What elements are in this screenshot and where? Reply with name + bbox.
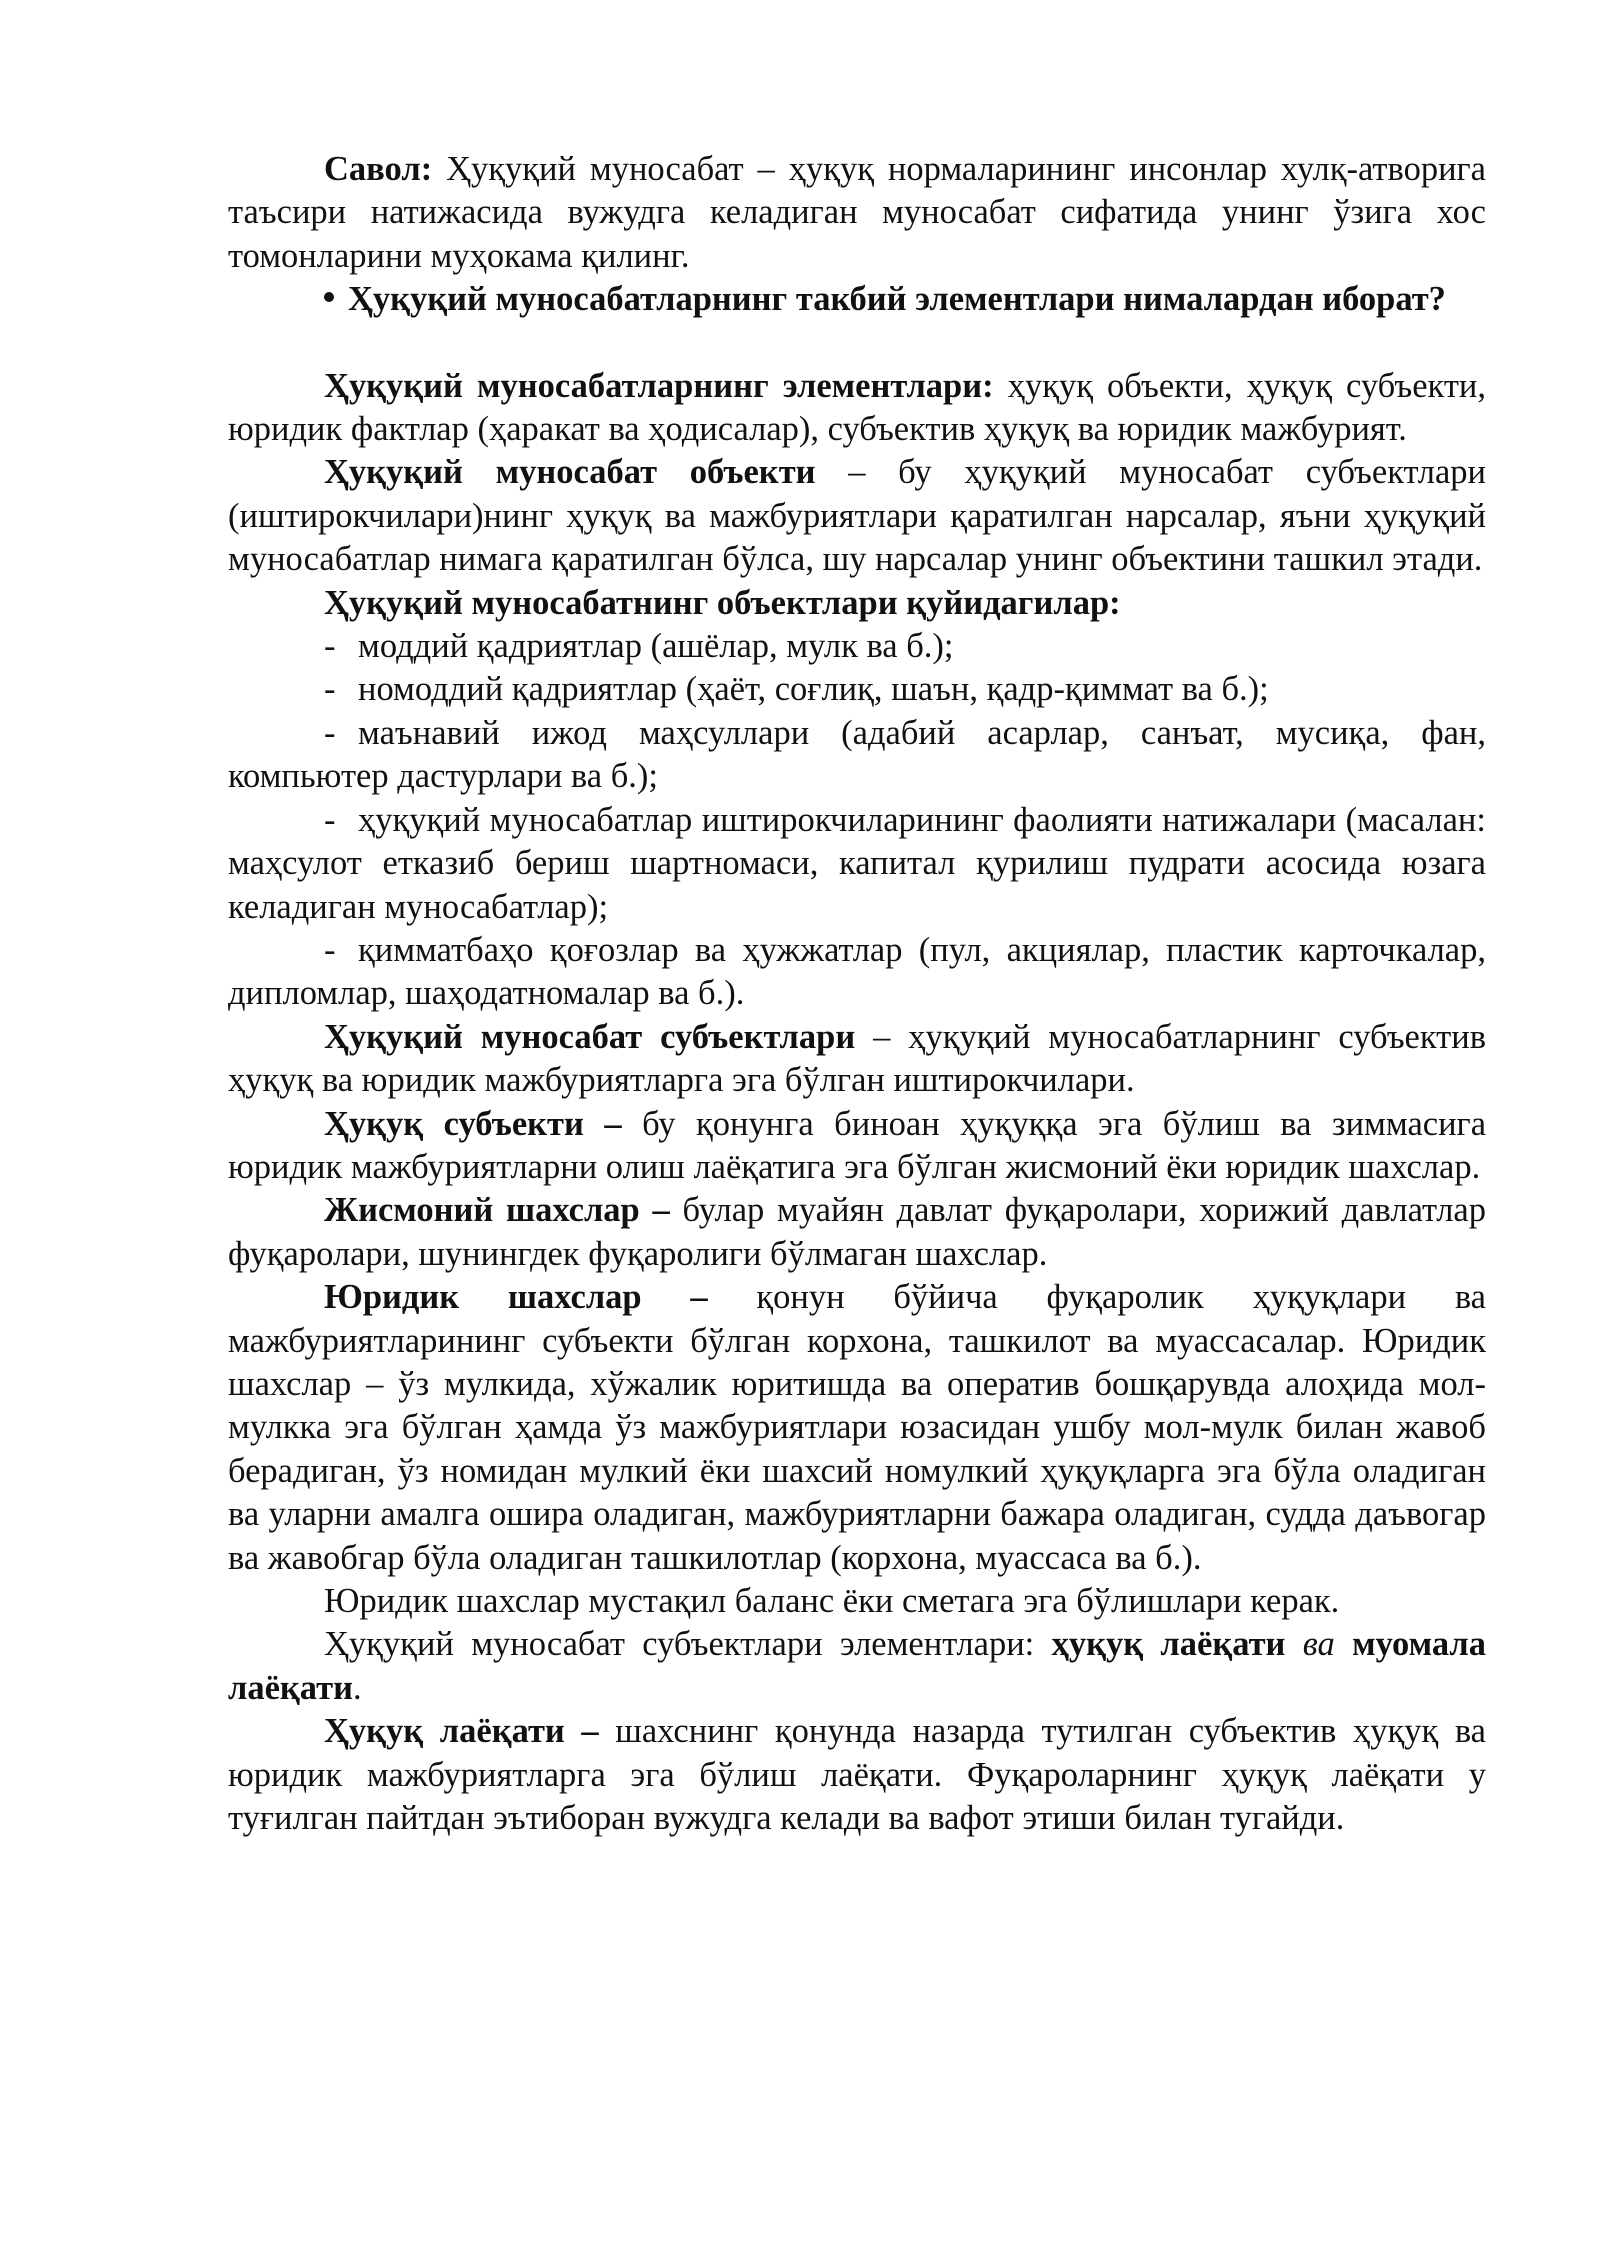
object-text: – бу ҳуқуқий муносабат субъектлари (иштирокчилари)нинг ҳуқуқ ва мажбуриятлари қаратилган нарсалар, яъни ҳуқуқий муносабатлар нимага қаратилган бўлса, шу нарсалар унинг объектини ташкил этади. bbox=[228, 453, 1486, 579]
subject-elements-term1: ҳуқуқ лаёқати bbox=[1051, 1625, 1286, 1664]
subjects-term: Ҳуқуқий муносабат субъектлари bbox=[324, 1017, 856, 1056]
dash-marker: - bbox=[324, 670, 336, 709]
dash-marker: - bbox=[324, 627, 336, 666]
legal-capacity-text: шахснинг қонунда назарда тутилган субъектив ҳуқуқ ва юридик мажбуриятларга эга бўлиш лаёқати. Фуқароларнинг ҳуқуқ лаёқати у туғилган пайтдан эътиборан вужудга келади ва вафот этиши билан тугайди. bbox=[228, 1712, 1486, 1838]
legal-persons-paragraph bbox=[228, 1276, 1486, 1580]
bullet-question-text: Ҳуқуқий муносабатларнинг такбий элементлари нималардан иборат? bbox=[348, 280, 1446, 319]
legal-persons-term: Юридик шахслар – bbox=[324, 1278, 708, 1317]
question-paragraph bbox=[228, 148, 1486, 278]
list-item bbox=[228, 799, 1486, 929]
natural-persons-paragraph bbox=[228, 1189, 1486, 1276]
list-item bbox=[228, 668, 1486, 711]
natural-persons-term: Жисмоний шахслар – bbox=[324, 1191, 670, 1230]
list-item-text: маънавий ижод маҳсуллари (адабий асарлар, санъат, мусиқа, фан, компьютер дастурлари ва б.); bbox=[228, 713, 1486, 796]
object-definition-paragraph bbox=[228, 451, 1486, 581]
subject-definition-paragraph bbox=[228, 1103, 1486, 1190]
question-label: Савол: bbox=[324, 150, 433, 188]
legal-persons-note: Юридик шахслар мустақил баланс ёки сметага эга бўлишлари керак. bbox=[324, 1582, 1340, 1620]
list-item bbox=[228, 712, 1486, 799]
natural-persons-text: булар муайян давлат фуқаролари, хорижий давлатлар фуқаролари, шунингдек фуқаролиги бўлмаган шахслар. bbox=[228, 1191, 1486, 1273]
list-item-text: моддий қадриятлар (ашёлар, мулк ва б.); bbox=[358, 627, 954, 666]
subjects-definition-paragraph bbox=[228, 1016, 1486, 1103]
list-item-text: номоддий қадриятлар (ҳаёт, соғлиқ, шаън, қадр-қиммат ва б.); bbox=[358, 670, 1269, 709]
objects-heading-text: Ҳуқуқий муносабатнинг объектлари қуйидагилар: bbox=[324, 583, 1121, 622]
question-text: Ҳуқуқий муносабат – ҳуқуқ нормаларининг инсонлар хулқ-атворига таъсири натижасида вужудга келадиган муносабат сифатида унинг ўзига хос томонларини муҳокама қилинг. bbox=[228, 150, 1486, 275]
objects-heading bbox=[228, 582, 1486, 625]
bullet-question bbox=[228, 278, 1486, 321]
list-item bbox=[228, 929, 1486, 1016]
subjects-text: – ҳуқуқий муносабатларнинг субъектив ҳуқуқ ва юридик мажбуриятларга эга бўлган иштирокчилари. bbox=[228, 1017, 1486, 1100]
list-item-text: ҳуқуқий муносабатлар иштирокчиларининг фаолияти натижалари (масалан: маҳсулот етказиб бериш шартномаси, капитал қурилиш пудрати асосида юзага келадиган муносабатлар); bbox=[228, 800, 1486, 926]
dash-marker: - bbox=[324, 930, 336, 969]
subject-term: Ҳуқуқ субъекти – bbox=[324, 1104, 622, 1143]
dash-marker: - bbox=[324, 800, 336, 839]
subject-text: бу қонунга биноан ҳуқуққа эга бўлиш ва зиммасига юридик мажбуриятларни олиш лаёқатига эга бўлган жисмоний ёки юридик шахслар. bbox=[228, 1104, 1487, 1186]
subject-elements-connector: ва bbox=[1285, 1625, 1353, 1664]
legal-capacity-term: Ҳуқуқ лаёқати – bbox=[324, 1712, 599, 1751]
object-term: Ҳуқуқий муносабат объекти bbox=[324, 453, 816, 492]
dash-marker: - bbox=[324, 713, 336, 752]
bullet-icon bbox=[324, 292, 334, 302]
subject-elements-text: Ҳуқуқий муносабат субъектлари элементлари: bbox=[324, 1625, 1052, 1664]
subject-elements-end: . bbox=[352, 1668, 362, 1707]
elements-paragraph bbox=[228, 365, 1486, 452]
legal-persons-text: қонун бўйича фуқаролик ҳуқуқлари ва мажбуриятларининг субъекти бўлган корхона, ташкилот ва муассасалар. Юридик шахслар – ўз мулкида, хўжалик юритишда ва оператив бошқарувда алоҳида мол-мулкка эга бўлган ҳамда ўз мажбуриятлари юзасидан ушбу мол-мулк билан жавоб берадиган, ўз номидан мулкий ёки шахсий номулкий ҳуқуқларга эга бўла оладиган ва уларни амалга ошира оладиган, мажбуриятларни бажара оладиган, судда даъвогар ва жавобгар бўла оладиган ташкилотлар (корхона, муассаса ва б.). bbox=[228, 1278, 1486, 1577]
list-item-text: қимматбаҳо қоғозлар ва ҳужжатлар (пул, акциялар, пластик карточкалар, дипломлар, шаҳодатномалар ва б.). bbox=[228, 930, 1486, 1013]
subject-elements-paragraph bbox=[228, 1623, 1486, 1710]
elements-term: Ҳуқуқий муносабатларнинг элементлари: bbox=[324, 366, 994, 405]
elements-text: ҳуқуқ объекти, ҳуқуқ субъекти, юридик фактлар (ҳаракат ва ҳодисалар), субъектив ҳуқуқ ва юридик мажбурият. bbox=[228, 366, 1487, 449]
list-item bbox=[228, 625, 1486, 668]
blank-line bbox=[228, 322, 1486, 365]
legal-capacity-paragraph bbox=[228, 1710, 1486, 1840]
document-page bbox=[228, 148, 1486, 1840]
subject-elements-term2: муомала лаёқати bbox=[228, 1625, 1487, 1707]
